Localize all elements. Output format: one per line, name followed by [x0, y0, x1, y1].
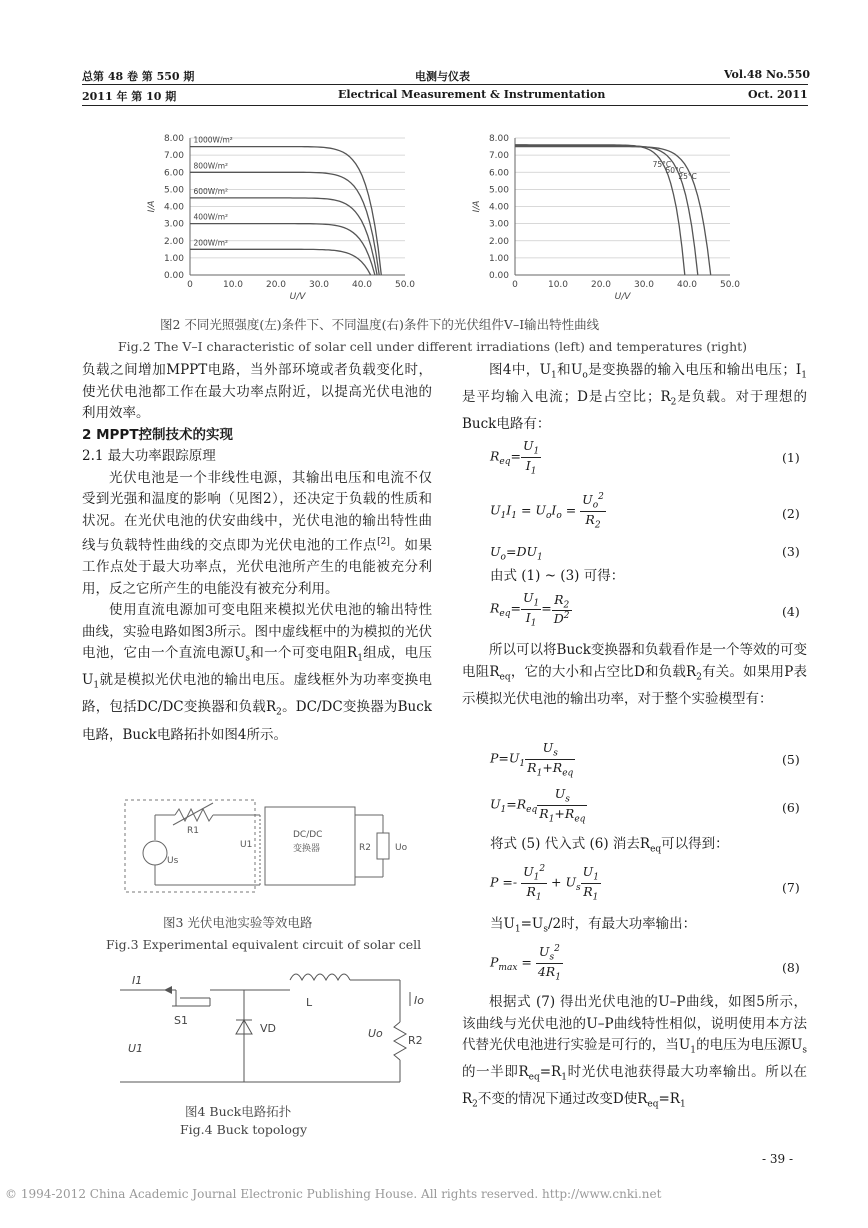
fig3-r2-label: R2: [359, 843, 371, 853]
y-tick-label: 3.00: [488, 219, 509, 230]
fig3-uo-label: Uo: [395, 843, 408, 853]
y-tick-label: 4.00: [488, 202, 509, 213]
fig4-caption-cn: 图4 Buck电路拓扑: [185, 1104, 292, 1119]
equation-3-number: (3): [782, 544, 800, 559]
y-tick-label: 2.00: [163, 236, 184, 247]
x-tick-label: 20.0: [590, 280, 612, 290]
x-tick-label: 50.0: [719, 280, 741, 290]
series-label: 75°C: [652, 160, 672, 170]
fig4-u1-label: U1: [128, 1042, 144, 1055]
series-label: 200W/m²: [193, 238, 229, 248]
fig4-vd-label: VD: [260, 1022, 276, 1035]
equation-8: $P_{max}$ = $\frac{U_s^2}{4R_1}$: [490, 944, 561, 983]
equation-7: P =- $\frac{U_1^2}{R_1}$ + $U_s$ $\frac{U_1}{R_1}$: [490, 864, 599, 903]
y-tick-label: 1.00: [163, 253, 184, 264]
equation-6: $U_1=R_{eq}$ $\frac{U_s}{R_1+R_{eq}}$: [490, 786, 586, 824]
y-tick-label: 6.00: [163, 168, 184, 179]
series-label: 600W/m²: [193, 186, 229, 196]
left-paragraph-2: 光伏电池是一个非线性电源，其输出电压和电流不仅受到光强和温度的影响（见图2），还决定于负载的性质和状况。在光伏电池的伏安曲线中，光伏电池的输出特性曲线与负载特性曲线的交点即为光伏电池的工作点[2]。如果工作点处于最大功率点，光伏电池所产生的电能被充分利用，反之它所产生的电能没有被充分利用。: [82, 469, 433, 597]
y-tick-label: 6.00: [488, 168, 509, 179]
header-center-2: Electrical Measurement & Instrumentation: [338, 88, 606, 101]
footer-copyright: © 1994-2012 China Academic Journal Electronic Publishing House. All rights reserved. http://www.cnki.net: [5, 1187, 662, 1201]
x-tick-label: 40.0: [351, 280, 373, 290]
equation-5: $P=U_1$ $\frac{U_s}{R_1+R_{eq}}$: [490, 740, 574, 778]
equation-2-number: (2): [782, 506, 800, 521]
equation-7-number: (7): [782, 880, 800, 895]
left-column: [82, 360, 432, 746]
x-axis-label: U/V: [614, 292, 631, 302]
x-tick-label: 20.0: [265, 280, 287, 290]
series-label: 800W/m²: [193, 161, 229, 171]
fig3-us-label: Us: [167, 856, 179, 866]
fig4-io-label: Io: [414, 994, 424, 1007]
header-left-2: 2011 年 第 10 期: [82, 90, 177, 103]
header-rule-bottom: [82, 105, 808, 106]
section-2-1-heading: 2.1 最大功率跟踪原理: [82, 448, 216, 464]
x-tick-label: 50.0: [394, 280, 416, 290]
equation-5-number: (5): [782, 752, 800, 767]
series-label: 25°C: [678, 172, 697, 182]
left-paragraph-1: 负载之间增加MPPT电路，当外部环境或者负载变化时，使光伏电池都工作在最大功率点附近，以提高光伏电池的利用效率。: [82, 362, 432, 421]
left-paragraph-3: 使用直流电源加可变电阻来模拟光伏电池的输出特性曲线，实验电路如图3所示。图中虚线框中的为模拟的光伏电池，它由一个直流电源$U_s$和一个可变电阻$R_1$组成，电压$U_1$就是模拟光伏电池的输出电压。虚线框外为功率变换电路，包括DC/DC变换器和负载$R_2$。DC/DC变换器为Buck电路，Buck电路拓扑如图4所示。: [82, 602, 433, 743]
equation-1: $R_{eq}=$ $\frac{U_1}{I_1}$: [490, 438, 540, 476]
equation-8-number: (8): [782, 960, 800, 975]
right-paragraph-1: 图4中，$U_1$和$U_o$是变换器的输入电压和输出电压；$I_1$是平均输入电流；D是占空比；$R_2$是负载。对于理想的Buck电路有：: [462, 362, 807, 433]
y-tick-label: 2.00: [488, 236, 509, 247]
y-tick-label: 8.00: [163, 134, 184, 144]
fig3-box-label-1: DC/DC: [293, 830, 323, 840]
series-line: [190, 198, 377, 275]
y-tick-label: 1.00: [488, 253, 509, 264]
right-paragraph-3: 根据式 (7) 得出光伏电池的U–P曲线，如图5所示，该曲线与光伏电池的U–P曲线特性相似，说明使用本方法代替光伏电池进行实验是可行的，当$U_1$的电压为电压源$U_s$的一半即$R_{eq}=R_1$时光伏电池获得最大功率输出。所以在$R_2$不变的情况下通过改变D使$R_{eq}=R_1$: [462, 994, 808, 1111]
fig2-caption-cn: 图2 不同光照强度(左)条件下、不同温度(右)条件下的光伏组件V–I输出特性曲线: [160, 317, 600, 332]
equation-4: $R_{eq}=$ $\frac{U_1}{I_1}$ = $\frac{R_2}{D^2}$: [490, 590, 570, 628]
equation-3: $U_o=DU_1$: [490, 544, 543, 563]
chart-temperature: [465, 130, 755, 305]
fig4-buck-circuit: [110, 962, 430, 1102]
fig4-i1-label: I1: [132, 974, 143, 987]
y-axis-label: I/A: [472, 200, 482, 213]
fig3-caption-cn: 图3 光伏电池实验等效电路: [163, 915, 313, 930]
fig3-r1-label: R1: [187, 826, 199, 836]
header-right-2: Oct. 2011: [748, 88, 808, 101]
series-label: 50°C: [665, 166, 685, 176]
equation-4-number: (4): [782, 604, 800, 619]
header-rule-top: [82, 84, 808, 85]
series-line: [190, 249, 371, 275]
page-number: - 39 -: [762, 1152, 794, 1166]
fig4-l-label: L: [306, 996, 313, 1009]
y-tick-label: 5.00: [163, 185, 184, 196]
x-tick-label: 30.0: [633, 280, 655, 290]
equation-transition-3: 当$U_1=U_s/2$时，有最大功率输出：: [490, 916, 697, 935]
fig3-circuit: [115, 795, 415, 900]
y-tick-label: 3.00: [163, 219, 184, 230]
fig4-r2-label: R2: [408, 1034, 423, 1047]
header-left-1: 总第 48 卷 第 550 期: [82, 70, 195, 83]
y-tick-label: 0.00: [163, 271, 184, 281]
equation-transition-2: 将式 (5) 代入式 (6) 消去$R_{eq}$可以得到：: [490, 836, 729, 855]
series-label: 1000W/m²: [193, 135, 233, 145]
x-tick-label: 0: [187, 280, 193, 290]
y-tick-label: 7.00: [488, 151, 509, 162]
equation-6-number: (6): [782, 800, 800, 815]
fig2-caption-en: Fig.2 The V–I characteristic of solar cell under different irradiations (left) and temperatures (right): [118, 339, 748, 354]
y-tick-label: 4.00: [163, 202, 184, 213]
x-tick-label: 40.0: [676, 280, 698, 290]
fig3-caption-en: Fig.3 Experimental equivalent circuit of solar cell: [106, 937, 422, 952]
x-axis-label: U/V: [289, 292, 306, 302]
fig4-uo-label: Uo: [368, 1027, 383, 1040]
x-tick-label: 30.0: [308, 280, 330, 290]
y-tick-label: 7.00: [163, 151, 184, 162]
fig4-caption-en: Fig.4 Buck topology: [180, 1122, 308, 1137]
fig3-box-label-2: 变换器: [293, 844, 321, 854]
fig3-u1-label: U1: [240, 840, 253, 850]
series-label: 400W/m²: [193, 212, 229, 222]
y-tick-label: 0.00: [488, 271, 509, 281]
y-tick-label: 8.00: [488, 134, 509, 144]
section-2-heading: 2 MPPT控制技术的实现: [82, 426, 234, 443]
x-tick-label: 10.0: [222, 280, 244, 290]
x-tick-label: 0: [512, 280, 518, 290]
header-center-1: 电测与仪表: [415, 70, 470, 83]
equation-2: $U_1I_1 = U_oI_o$ = $\frac{U_o^2}{R_2}$: [490, 492, 604, 531]
right-paragraph-2: 所以可以将Buck变换器和负载看作是一个等效的可变电阻$R_{eq}$，它的大小和占空比D和负载$R_2$有关。如果用P表示模拟光伏电池的输出功率，对于整个实验模型有：: [462, 642, 807, 707]
fig4-s1-label: S1: [174, 1014, 188, 1027]
chart-irradiance: [140, 130, 430, 305]
y-axis-label: I/A: [147, 200, 157, 213]
y-tick-label: 5.00: [488, 185, 509, 196]
header-right-1: Vol.48 No.550: [724, 68, 810, 81]
equation-transition-1: 由式 (1) ~ (3) 可得：: [490, 568, 625, 584]
equation-1-number: (1): [782, 450, 800, 465]
x-tick-label: 10.0: [547, 280, 569, 290]
